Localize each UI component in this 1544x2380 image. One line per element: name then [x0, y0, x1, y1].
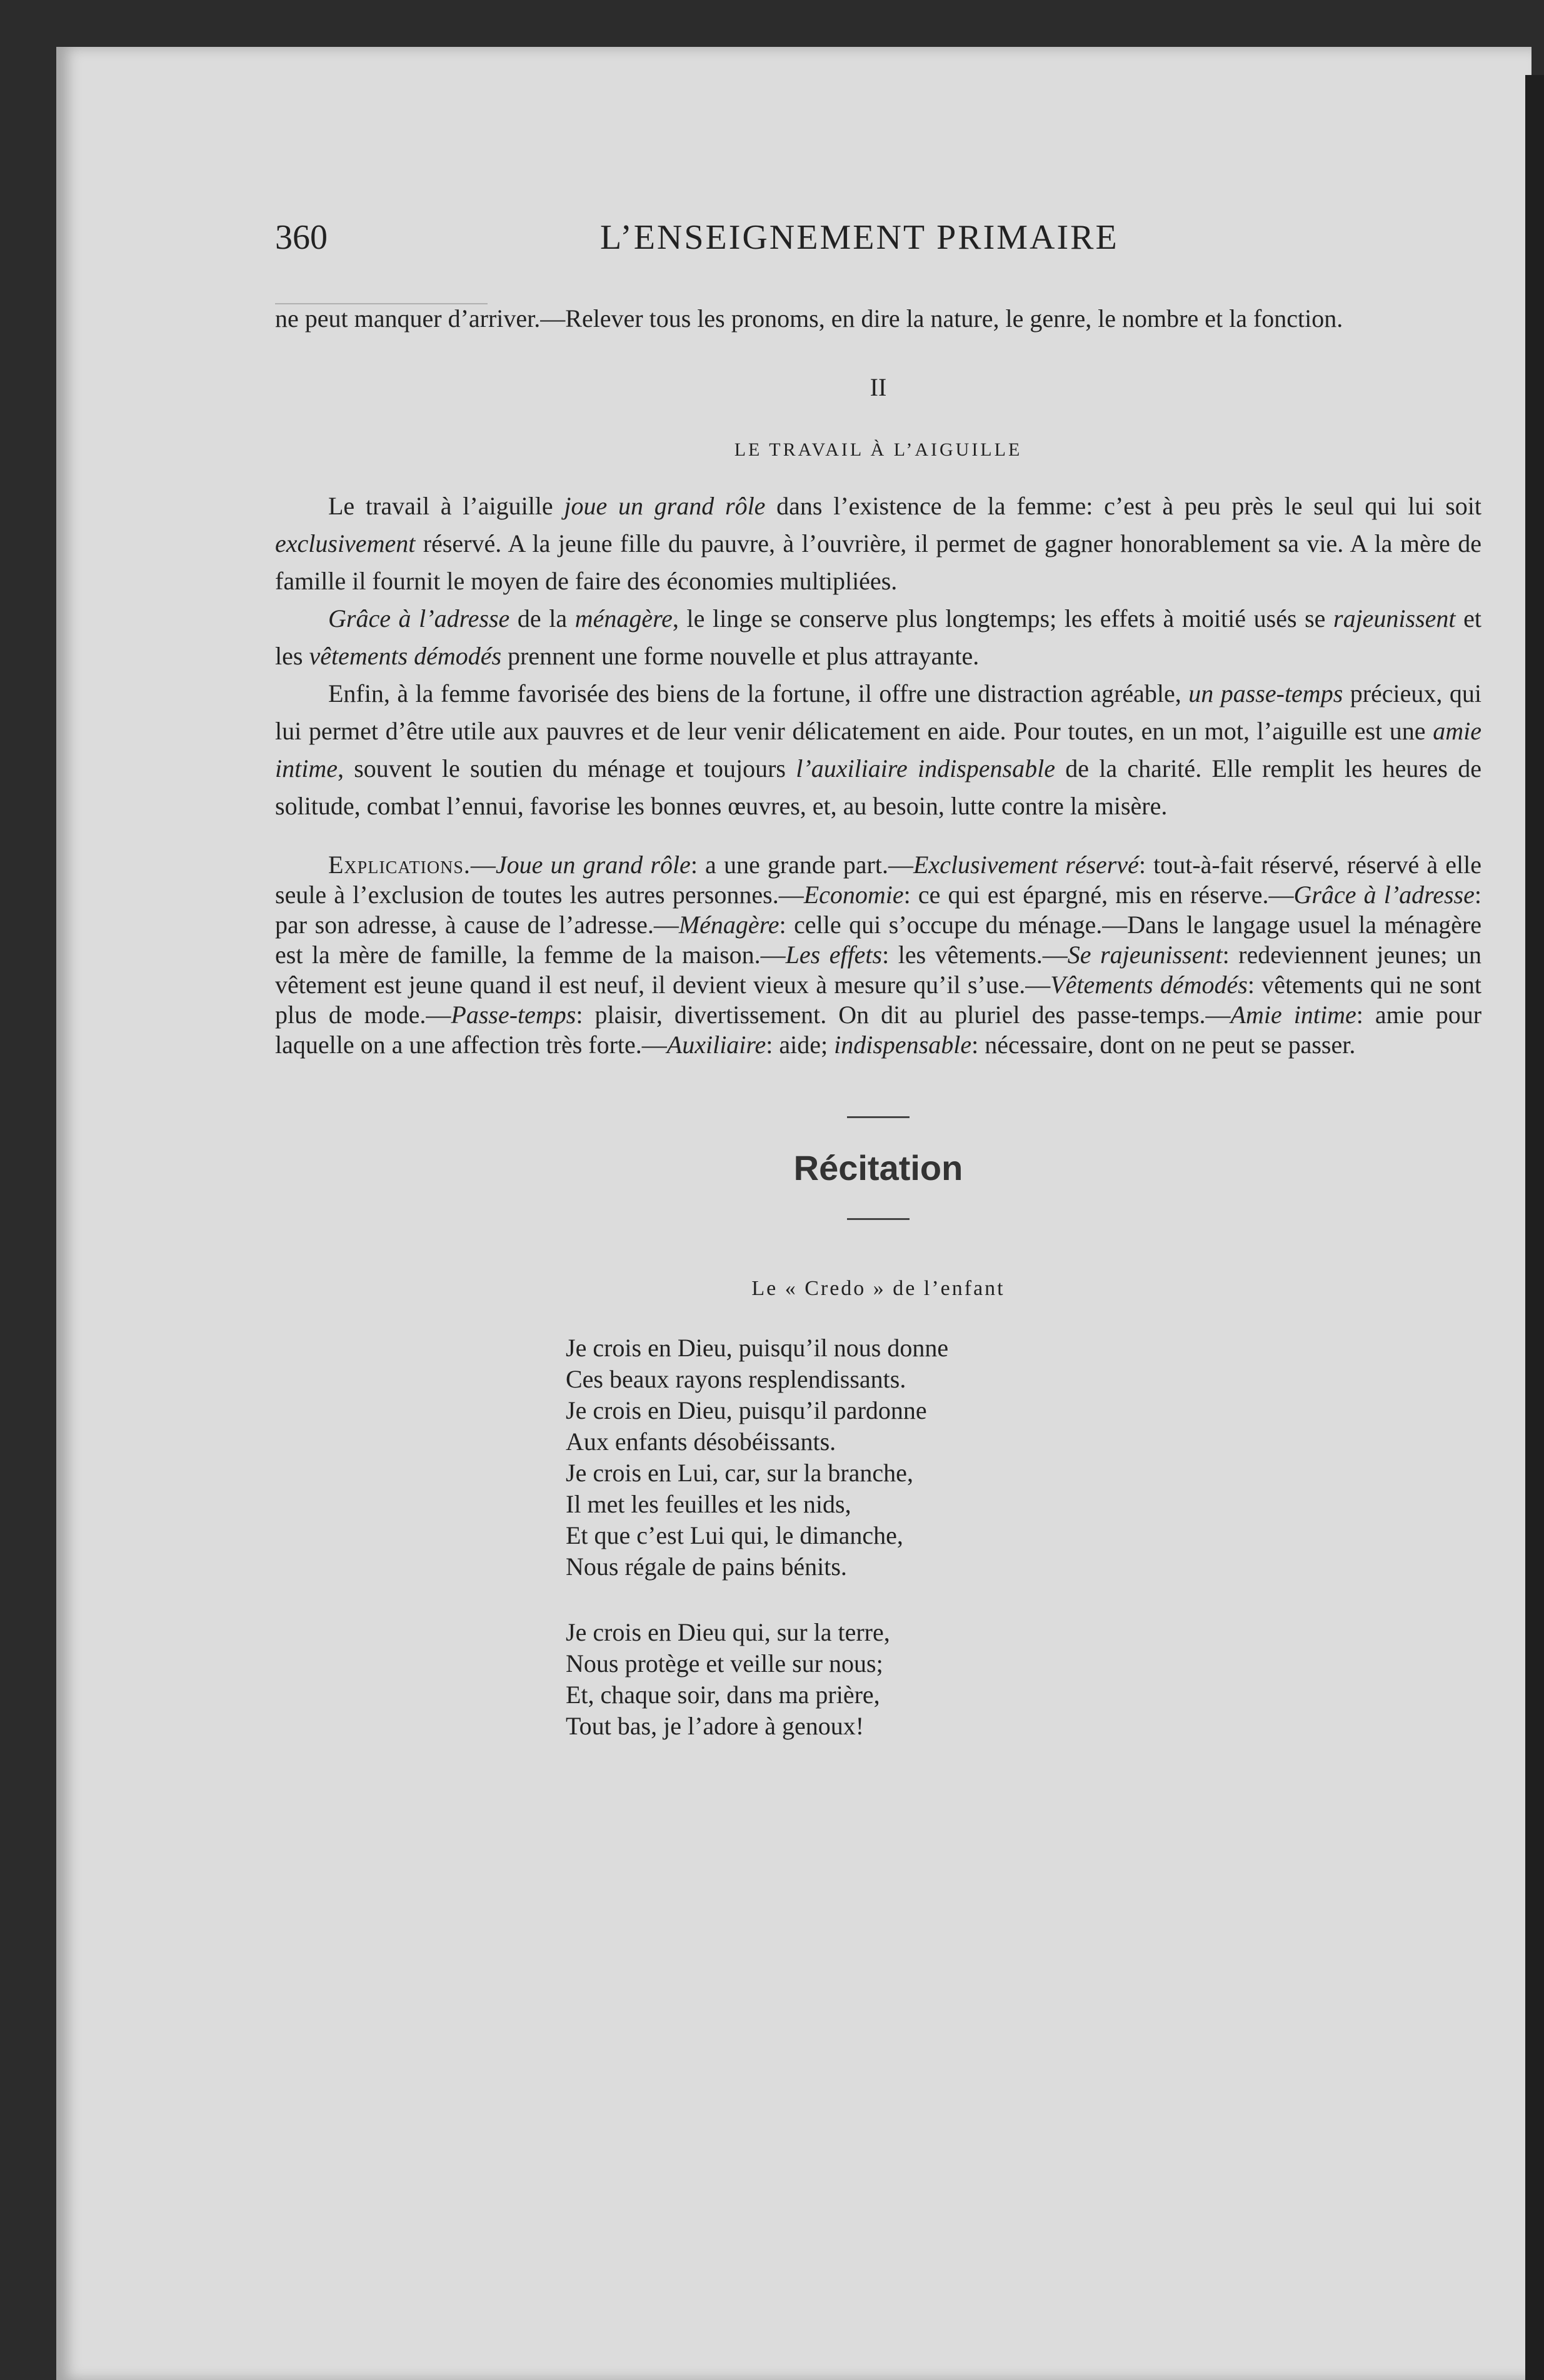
page-number: 360 — [275, 218, 328, 257]
header-rule — [275, 303, 488, 304]
poem-line: Et, chaque soir, dans ma prière, — [566, 1681, 880, 1709]
poem-line: Je crois en Dieu, puisqu’il nous donne — [566, 1334, 949, 1362]
italic-term: Se rajeunissent — [1067, 941, 1223, 969]
poem-title: Le « Credo » de l’enfant — [751, 1277, 1005, 1300]
italic-term: Amie intime — [1230, 1001, 1356, 1029]
section-numeral: II — [870, 373, 887, 401]
text: et les — [275, 604, 1481, 670]
explications-lead: Explications. — [328, 851, 471, 879]
text: : aide; — [766, 1031, 835, 1059]
poem-line: Je crois en Dieu, puisqu’il pardonne — [566, 1396, 927, 1424]
poem-line: Je crois en Lui, car, sur la branche, — [566, 1459, 913, 1487]
text: , souvent le soutien du ménage et toujours — [337, 754, 796, 782]
italic-term: Les effets — [785, 941, 883, 969]
text: précieux, qui lui permet d’être utile aux pauvres et de leur venir délicatement en aide. Pour toutes, en un mot, l’aiguille est une — [275, 679, 1482, 745]
poem-line: Aux enfants désobéissants. — [566, 1428, 836, 1456]
page-edge — [1525, 75, 1544, 2380]
poem-line: Et que c’est Lui qui, le dimanche, — [566, 1521, 903, 1549]
explications-paragraph — [275, 850, 1481, 1060]
italic-term: Grâce à l’adresse — [1293, 881, 1475, 909]
italic-term: rajeunissent — [1333, 604, 1456, 632]
italic-term: indispensable — [834, 1031, 972, 1059]
italic-term: Economie — [803, 881, 904, 909]
italic-term: Passe-temps — [451, 1001, 576, 1029]
italic-term: Ménagère — [678, 911, 780, 939]
italic-term: Auxiliaire — [666, 1031, 766, 1059]
text: : les vêtements.— — [882, 941, 1068, 969]
text: de la — [509, 604, 575, 632]
text: réservé. A la jeune fille du pauvre, à l’ouvrière, il permet de gagner honorablement sa vie. A la mère de famille il fournit le moyen de faire des économies multipliées. — [275, 529, 1481, 595]
text: : redeviennent jeunes; un vêtement est jeune quand il est neuf, il devient vieux à mesure qu’il s’use.— — [275, 941, 1481, 999]
text: Le travail à l’aiguille — [328, 492, 564, 520]
stanza-gap — [566, 1582, 1481, 1617]
poem — [566, 1332, 1481, 1742]
separator-dash — [847, 1116, 910, 1118]
italic-term: Grâce à l’adresse — [328, 604, 510, 632]
text: : par son adresse, à cause de l’adresse.— — [275, 881, 1481, 939]
text: : plaisir, divertissement. On dit au pluriel des passe-temps.— — [576, 1001, 1231, 1029]
text: — — [470, 851, 496, 879]
poem-line: Tout bas, je l’adore à genoux! — [566, 1712, 865, 1740]
poem-line: Il met les feuilles et les nids, — [566, 1490, 851, 1518]
italic-term: Exclusivement réservé — [913, 851, 1139, 879]
continued-paragraph: ne peut manquer d’arriver.—Relever tous les pronoms, en dire la nature, le genre, le nombre et la fonction. — [275, 304, 1343, 332]
paragraph-1 — [275, 488, 1481, 600]
text: : amie pour laquelle on a une affection très forte.— — [275, 1001, 1482, 1059]
text: prennent une forme nouvelle et plus attrayante. — [501, 642, 980, 670]
text: Enfin, à la femme favorisée des biens de la fortune, il offre une distraction agréable, — [328, 679, 1189, 708]
text: dans l’existence de la femme: c’est à peu près le seul qui lui soit — [765, 492, 1481, 520]
italic-term: Vêtements démodés — [1050, 971, 1248, 999]
text: : vêtements qui ne sont plus de mode.— — [275, 971, 1481, 1029]
recitation-heading: Récitation — [793, 1148, 963, 1188]
section-title: LE TRAVAIL À L’AIGUILLE — [734, 439, 1023, 460]
italic-term: Joue un grand rôle — [495, 851, 691, 879]
text: : nécessaire, dont on ne peut se passer. — [971, 1031, 1356, 1059]
paragraph-2 — [275, 600, 1481, 675]
separator-dash — [847, 1218, 910, 1220]
italic-term: joue un grand rôle — [564, 492, 766, 520]
italic-term: exclusivement — [275, 529, 416, 558]
italic-term: amie intime — [275, 717, 1481, 782]
poem-line: Je crois en Dieu qui, sur la terre, — [566, 1618, 890, 1646]
poem-line: Nous régale de pains bénits. — [566, 1552, 847, 1581]
text: de la charité. Elle remplit les heures de solitude, combat l’ennui, favorise les bonnes œuvres, et, au besoin, lutte contre la misère. — [275, 754, 1482, 820]
italic-term: un passe-temps — [1188, 679, 1343, 708]
italic-term: ménagère — [574, 604, 673, 632]
text: : tout-à-fait réservé, réservé à elle seule à l’exclusion de toutes les autres personnes.— — [275, 851, 1481, 909]
italic-term: l’auxiliaire indispensable — [796, 754, 1055, 782]
poem-line: Ces beaux rayons resplendissants. — [566, 1365, 906, 1393]
text: , le linge se conserve plus longtemps; les effets à moitié usés se — [672, 604, 1333, 632]
running-title: L’ENSEIGNEMENT PRIMAIRE — [600, 218, 1119, 257]
poem-line: Nous protège et veille sur nous; — [566, 1649, 883, 1678]
text: : a une grande part.— — [690, 851, 913, 879]
page-header — [275, 212, 1481, 281]
italic-term: vêtements démodés — [309, 642, 502, 670]
text: : celle qui s’occupe du ménage.—Dans le langage usuel la ménagère est la mère de famille, la femme de la maison.— — [275, 911, 1481, 969]
paragraph-3 — [275, 675, 1481, 825]
text: : ce qui est épargné, mis en réserve.— — [903, 881, 1294, 909]
page-content — [275, 212, 1481, 1742]
